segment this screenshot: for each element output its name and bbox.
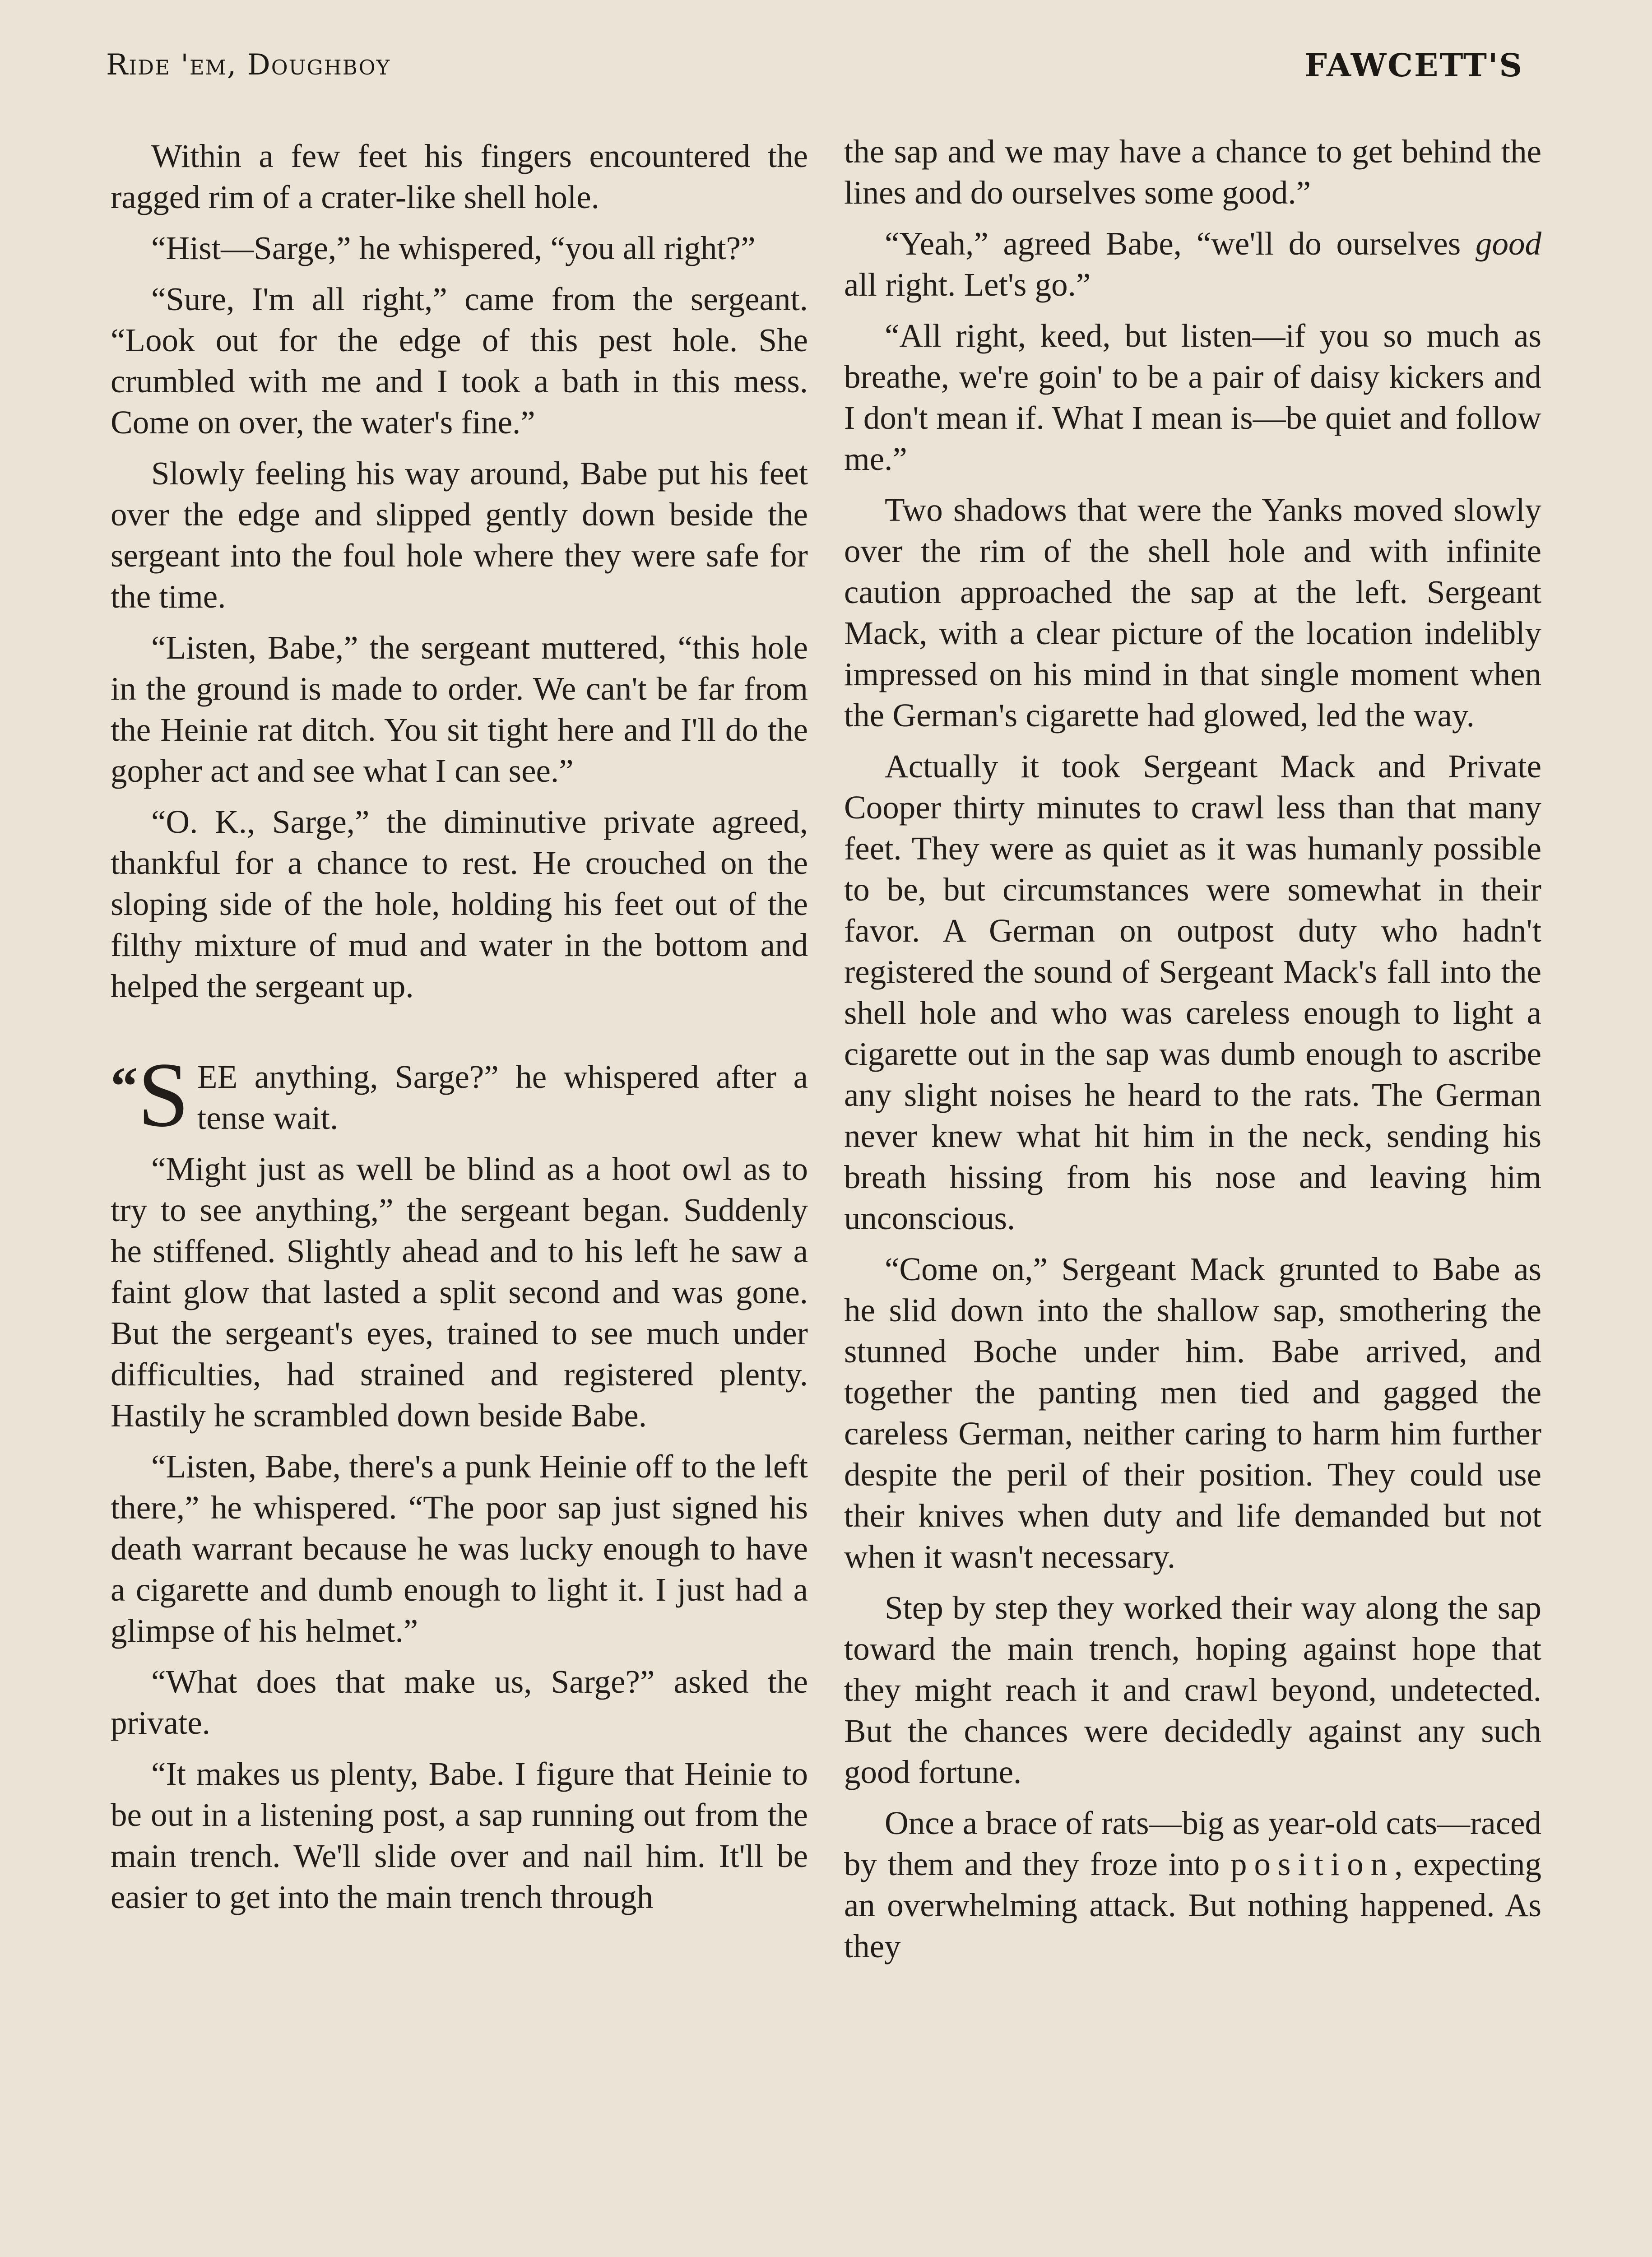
paragraph: Step by step they worked their way along the sap toward the main trench, hoping against hope that they might reach it and crawl beyond, undetected. But the chances were decidedly against any such good fortune.: [844, 1589, 1541, 1790]
paragraph: Within a few feet his fingers encountered the ragged rim of a crater-like shell hole.: [111, 138, 808, 215]
opening-quote: “: [111, 1056, 138, 1116]
paragraph: “Come on,” Sergeant Mack grunted to Babe as he slid down into the shallow sap, smothering the stunned Boche under him. Babe arrived, and together the panting men tied and gagged the careless German, neither caring to harm him further despite the peril of their position. They could use their knives when duty and life demanded but not when it wasn't necessary.: [844, 1251, 1541, 1575]
paragraph: “Listen, Babe,” the sergeant muttered, “this hole in the ground is made to order. We can't be far from the Heinie rat ditch. You sit tight here and I'll do the gopher act and see what I can see.”: [111, 629, 808, 789]
paragraph: “O. K., Sarge,” the diminutive private agreed, thankful for a chance to rest. He crouched on the sloping side of the hole, holding his feet out of the filthy mixture of mud and water in the bottom and helped the sergeant up.: [111, 803, 808, 1004]
right-column: [844, 131, 1541, 1977]
paragraph: “Might just as well be blind as a hoot owl as to try to see anything,” the sergeant began. Suddenly he stiffened. Slightly ahead and to his left he saw a faint glow that lasted a split second and was gone. But the sergeant's eyes, trained to see much under difficulties, had strained and registered plenty. Hastily he scrambled down beside Babe.: [111, 1151, 808, 1434]
left-column: [111, 135, 808, 1927]
drop-cap: [111, 1044, 190, 1146]
paragraph: Actually it took Sergeant Mack and Private Cooper thirty minutes to crawl less than that many feet. They were as quiet as it was humanly possible to be, but circumstances were somewhat in their favor. A German on outpost duty who hadn't registered the sound of Sergeant Mack's fall into the shell hole and who was careless enough to light a cigarette out in the sap was dumb enough to ascribe any slight noises he heard to the rats. The German never knew what hit him in the neck, sending his breath hissing from his nose and leaving him unconscious.: [844, 748, 1541, 1236]
page-header: [106, 43, 1523, 93]
paragraph-text: EE anything, Sarge?” he whispered after a tense wait.: [197, 1059, 808, 1136]
paragraph: “What does that make us, Sarge?” asked the private.: [111, 1663, 808, 1741]
paragraph: [844, 1802, 1541, 1967]
letterspaced-word: position: [1230, 1846, 1395, 1882]
paragraph-text: Once a brace of rats—big as year-old cats—raced by them and they froze into: [844, 1805, 1541, 1882]
emphasized-word: good: [1476, 225, 1541, 262]
section-start-paragraph: [111, 1044, 808, 1146]
paragraph: Slowly feeling his way around, Babe put his feet over the edge and slipped gently down beside the sergeant into the foul hole where they were safe for the time.: [111, 455, 808, 615]
paragraph: “It makes us plenty, Babe. I figure that Heinie to be out in a listening post, a sap running out from the main trench. We'll slide over and nail him. It'll be easier to get into the main trench through: [111, 1755, 808, 1915]
paragraph: “Sure, I'm all right,” came from the sergeant. “Look out for the edge of this pest hole. She crumbled with me and I took a bath in this mess. Come on over, the water's fine.”: [111, 281, 808, 441]
paragraph: “All right, keed, but listen—if you so much as breathe, we're goin' to be a pair of daisy kickers and I don't mean if. What I mean is—be quiet and follow me.”: [844, 317, 1541, 477]
drop-cap-letter: S: [138, 1044, 190, 1146]
running-title: Ride 'em, Doughboy: [106, 48, 391, 82]
paragraph: [844, 223, 1541, 305]
paragraph-text: “Yeah,” agreed Babe, “we'll do ourselves: [885, 225, 1476, 262]
paragraph: “Listen, Babe, there's a punk Heinie off to the left there,” he whispered. “The poor sap just signed his death warrant because he was lucky enough to have a cigarette and dumb enough to light it. I just had a glimpse of his helmet.”: [111, 1448, 808, 1649]
magazine-name: FAWCETT'S: [1304, 46, 1523, 84]
paragraph-text: all right. Let's go.”: [844, 266, 1091, 303]
paragraph: “Hist—Sarge,” he whispered, “you all right?”: [151, 230, 756, 266]
paragraph: Two shadows that were the Yanks moved slowly over the rim of the shell hole and with infinite caution approached the sap at the left. Sergeant Mack, with a clear picture of the location indelibly impressed on his mind in that single moment when the German's cigarette had glowed, led the way.: [844, 492, 1541, 734]
paragraph-text: , expecting an overwhelming attack. But nothing happened. As they: [844, 1846, 1541, 1964]
continued-paragraph: the sap and we may have a chance to get behind the lines and do ourselves some good.”: [844, 133, 1541, 211]
